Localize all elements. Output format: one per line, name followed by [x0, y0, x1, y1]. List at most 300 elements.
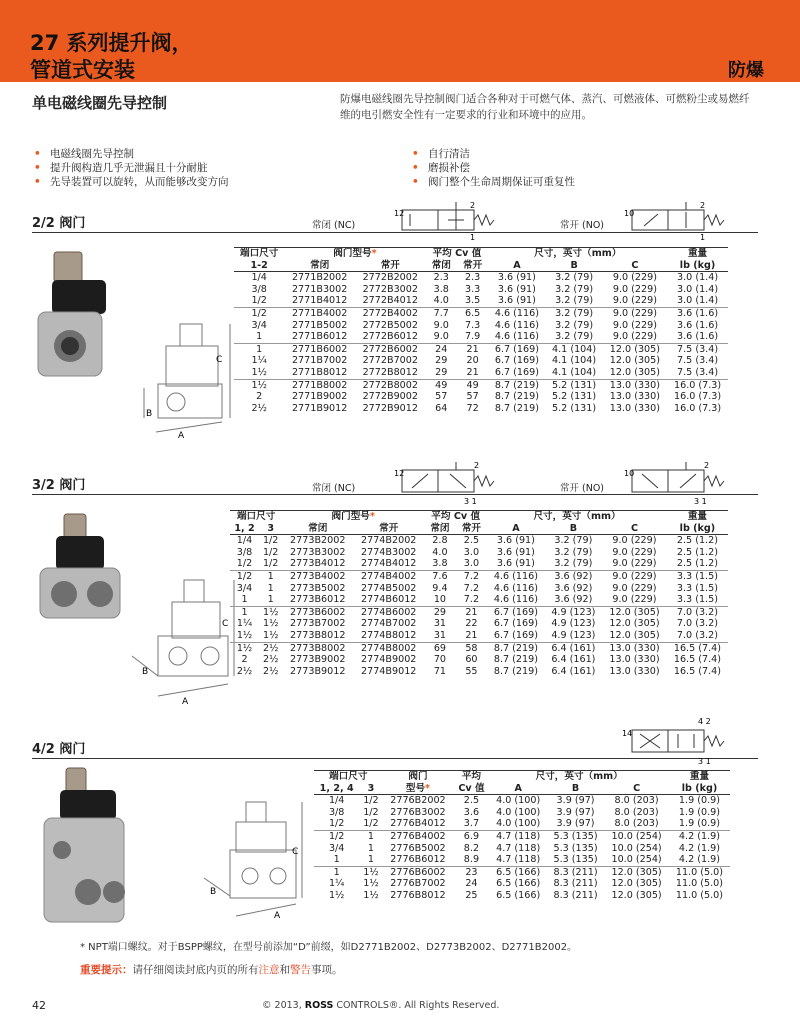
cell-p: 2: [241, 654, 248, 666]
col-port-sub2: 3: [259, 523, 282, 535]
cell-nc: 2773B8002: [282, 642, 353, 654]
port-number-top: 2: [470, 201, 476, 210]
table-row: [234, 295, 728, 307]
page-subtitle: 单电磁线圈先导控制: [32, 94, 168, 112]
cell-nc: 2773B9012: [290, 665, 346, 677]
col-port: 端口尺寸: [314, 771, 383, 783]
cell-cv2: 7.2: [456, 570, 488, 582]
table-row: [230, 547, 728, 559]
cell-b: 3.2 (79): [555, 295, 594, 307]
col-port-sub: 1-2: [234, 260, 284, 272]
cell-cv1: 9.0: [433, 319, 449, 331]
valve-photo-2-2: [30, 250, 110, 380]
table-row: [234, 320, 728, 332]
nc-label: 常闭 (NC): [312, 483, 356, 494]
cell-p3: 1/2: [262, 558, 279, 570]
asterisk: *: [371, 248, 377, 259]
cell-p: 2½: [236, 665, 253, 677]
cell-nc: 2771B8012: [291, 366, 348, 378]
cell-c: 12.0 (305): [609, 629, 660, 641]
cell-b: 3.2 (79): [554, 535, 593, 547]
cell-p: 1: [256, 331, 263, 343]
cell-cv2: 3.3: [465, 283, 481, 295]
cell-b: 5.2 (131): [552, 402, 597, 414]
cell-b: 3.2 (79): [555, 319, 594, 331]
dim-c-label: C: [292, 847, 299, 857]
cell-w: 3.3 (1.5): [676, 594, 718, 606]
list-item: • 电磁线圈先导控制: [32, 147, 229, 161]
cell-nc: 2771B8002: [284, 379, 355, 391]
col-port-sub1: 1, 2: [230, 523, 259, 535]
table-row: [234, 355, 728, 367]
col-no: 常开: [355, 260, 426, 272]
cell-cv2: 7.3: [465, 319, 481, 331]
cell-cv1: 2.3: [433, 272, 449, 284]
cell-cv1: 4.0: [433, 295, 449, 307]
pilot-port-number: 10: [624, 209, 635, 218]
cell-p3: 1/2: [363, 806, 379, 818]
port-number-bottom: 3 1: [698, 757, 711, 766]
cell-a: 6.7 (169): [493, 618, 538, 630]
pilot-port-number: 10: [624, 469, 635, 478]
cell-no: 2772B9012: [362, 402, 418, 414]
cell-c: 9.0 (229): [612, 331, 657, 343]
port-number-bottom: 3 1: [464, 497, 477, 506]
cell-p3: 1: [367, 842, 374, 854]
cell-p: 1/2: [230, 570, 259, 582]
cell-b: 5.2 (131): [546, 379, 603, 391]
pilot-port-number: 14: [622, 729, 633, 738]
cell-p: 1½: [236, 629, 253, 641]
cell-c: 9.0 (229): [612, 283, 657, 295]
cell-p: 1¼: [236, 618, 253, 630]
cell-a: 4.6 (116): [488, 307, 545, 319]
cell-p: 1/4: [328, 795, 345, 807]
spec-table-4-2: [314, 770, 730, 902]
dim-a-label: A: [178, 431, 185, 440]
cell-p: 3/4: [251, 319, 267, 331]
cell-a: 4.0 (100): [496, 806, 541, 818]
cell-a: 8.7 (219): [494, 402, 539, 414]
cell-p: 2: [256, 391, 263, 403]
cell-c: 8.0 (203): [614, 806, 659, 818]
list-item: • 自行清洁: [410, 147, 575, 161]
cell-a: 3.6 (91): [497, 295, 536, 307]
table-row: [230, 570, 728, 582]
col-weight: 重量: [669, 771, 730, 783]
spec-table-3-2: [230, 510, 728, 677]
cell-nc: 2771B4012: [291, 295, 348, 307]
cell-c: 12.0 (305): [611, 878, 662, 890]
cell-p: 1: [333, 854, 340, 866]
cell-a: 4.7 (118): [496, 842, 541, 854]
cell-cv2: 57: [466, 391, 479, 403]
cell-b: 8.3 (211): [547, 866, 604, 878]
valve-symbol-nc-icon: [392, 200, 512, 242]
cell-c: 12.0 (305): [609, 366, 661, 378]
cell-nc: 2773B2002: [290, 535, 346, 547]
cell-w: 3.0 (1.4): [677, 295, 719, 307]
cell-a: 6.5 (166): [489, 866, 546, 878]
table-row: [230, 642, 728, 654]
page-title-line2: 管道式安装: [30, 58, 135, 82]
table-row: [230, 654, 728, 666]
cell-c: 8.0 (203): [614, 795, 659, 807]
cell-cv: 8.2: [463, 842, 480, 854]
table-row: [234, 379, 728, 391]
cell-c: 13.0 (330): [602, 642, 667, 654]
cell-m: 2776B8012: [390, 889, 446, 901]
col-wt-unit: lb (kg): [667, 523, 728, 535]
cell-cv2: 22: [465, 618, 478, 630]
cell-p: 1: [234, 343, 284, 355]
cell-a: 4.6 (116): [487, 570, 544, 582]
cell-w: 2.5 (1.2): [676, 558, 718, 570]
cell-cv: 8.9: [463, 854, 480, 866]
port-number-bottom: 1: [700, 233, 706, 242]
table-row: [230, 583, 728, 595]
cell-cv1: 29: [435, 366, 448, 378]
cell-w: 7.0 (3.2): [676, 629, 718, 641]
valve-symbol-4-2-icon: [620, 716, 740, 766]
col-cv-nc: 常闭: [424, 523, 455, 535]
nc-label: 常闭 (NC): [312, 220, 356, 231]
cell-cv1: 31: [433, 618, 447, 630]
table-row: [234, 307, 728, 319]
cell-w: 1.9 (0.9): [678, 806, 720, 818]
col-a: A: [489, 783, 546, 795]
cell-m: 2776B3002: [390, 806, 446, 818]
cell-b: 6.4 (161): [551, 665, 596, 677]
col-b: B: [545, 523, 602, 535]
section-title-4-2: 4/2 阀门: [32, 742, 86, 757]
cell-c: 13.0 (330): [609, 391, 661, 403]
cell-cv: 3.7: [463, 818, 480, 830]
cell-c: 9.0 (229): [612, 582, 657, 594]
cell-c: 9.0 (229): [602, 570, 667, 582]
cell-no: 2774B3002: [361, 546, 417, 558]
col-wt-unit: lb (kg): [667, 260, 728, 272]
copyright-post: CONTROLS®. All Rights Reserved.: [333, 1000, 500, 1011]
cell-c: 10.0 (254): [604, 830, 669, 842]
cell-c: 13.0 (330): [609, 402, 661, 414]
cell-no: 2774B4002: [353, 570, 424, 582]
cell-a: 3.6 (91): [497, 272, 536, 284]
cell-c: 12.0 (305): [604, 866, 669, 878]
col-model-label: 阀门型号: [333, 248, 372, 259]
cell-nc: 2771B5002: [291, 319, 348, 331]
cell-cv2: 20: [466, 355, 479, 367]
list-item: • 磨损补偿: [410, 161, 575, 175]
cell-c: 9.0 (229): [612, 546, 657, 558]
cell-cv2: 3.5: [465, 295, 481, 307]
cell-no: 2774B6012: [361, 594, 417, 606]
cell-a: 6.7 (169): [487, 606, 544, 618]
cell-cv: 24: [465, 878, 478, 890]
cell-nc: 2771B6012: [291, 331, 348, 343]
cell-p: 1½: [230, 642, 259, 654]
cell-c: 9.0 (229): [612, 535, 657, 547]
pilot-port-number: 12: [394, 209, 405, 218]
cell-p: 1¼: [251, 355, 267, 367]
cell-b: 3.2 (79): [555, 272, 594, 284]
col-weight: 重量: [667, 511, 728, 523]
cell-b: 3.6 (92): [545, 570, 602, 582]
cell-w: 4.2 (1.9): [678, 854, 720, 866]
copyright-pre: © 2013,: [262, 1000, 305, 1011]
cell-m: 2776B2002: [390, 795, 446, 807]
cell-p: 1½: [251, 366, 267, 378]
cell-cv2: 2.5: [463, 535, 480, 547]
cell-a: 4.6 (116): [494, 331, 539, 343]
col-c: C: [603, 260, 667, 272]
cell-w: 16.0 (7.3): [667, 379, 728, 391]
cell-b: 5.3 (135): [547, 830, 604, 842]
cell-cv1: 57: [435, 391, 448, 403]
cell-w: 3.6 (1.6): [667, 307, 728, 319]
cell-no: 2774B5002: [361, 582, 417, 594]
dim-a-label: A: [274, 911, 281, 921]
section-title-2-2: 2/2 阀门: [32, 216, 86, 231]
col-b: B: [547, 783, 604, 795]
cell-cv2: 6.5: [457, 307, 488, 319]
cell-a: 8.7 (219): [488, 379, 545, 391]
cell-p: 1/2: [234, 307, 284, 319]
cell-cv1: 9.0: [433, 331, 449, 343]
cell-no: 2772B8002: [355, 379, 426, 391]
table-row: [314, 807, 730, 819]
cell-a: 8.7 (219): [494, 391, 539, 403]
cell-nc: 2773B6002: [282, 606, 353, 618]
cell-nc: 2771B4002: [284, 307, 355, 319]
cell-w: 3.0 (1.4): [677, 272, 719, 284]
cell-p: 3/4: [328, 842, 345, 854]
col-nc: 常闭: [284, 260, 355, 272]
cell-c: 10.0 (254): [611, 854, 662, 866]
feature-list-left: [32, 147, 229, 189]
cell-p3: 1½: [359, 866, 382, 878]
cell-a: 6.7 (169): [494, 355, 539, 367]
table-row: [234, 367, 728, 379]
cell-nc: 2771B9002: [291, 391, 348, 403]
col-model: [284, 248, 425, 260]
cell-w: 4.2 (1.9): [678, 842, 720, 854]
port-number-top: 2: [704, 461, 710, 470]
table-row: [230, 630, 728, 642]
col-no: 常开: [353, 523, 424, 535]
cell-nc: 2771B6002: [284, 343, 355, 355]
dim-c-label: C: [216, 355, 223, 365]
cell-p: 1/2: [236, 558, 253, 570]
port-number-top: 4 2: [698, 717, 711, 726]
cell-p3: 1/2: [262, 535, 279, 547]
notice-text: 请仔细阅读封底内页的所有: [132, 964, 259, 976]
cell-a: 3.6 (91): [496, 546, 535, 558]
header-banner: [0, 0, 800, 82]
cell-p: 1: [314, 866, 359, 878]
cell-b: 5.3 (135): [553, 842, 598, 854]
cell-p3: 2½: [259, 642, 282, 654]
table-row: [234, 391, 728, 403]
cell-p3: 1: [259, 570, 282, 582]
col-b: B: [546, 260, 603, 272]
cell-b: 4.9 (123): [551, 629, 596, 641]
cell-m: 2776B7002: [390, 878, 446, 890]
page-number: 42: [32, 999, 46, 1012]
brand-name: ROSS: [304, 1000, 334, 1011]
table-row: [234, 403, 728, 415]
dimension-drawing-2-2: [136, 318, 236, 440]
cell-p: 3/8: [236, 546, 253, 558]
cell-nc: 2773B7002: [290, 618, 346, 630]
col-cv-nc: 常闭: [426, 260, 457, 272]
col-model-label: 型号: [405, 782, 426, 794]
cell-p: 1/4: [236, 535, 253, 547]
asterisk: *: [369, 511, 375, 522]
col-cv: 平均 Cv 值: [426, 248, 489, 260]
col-model: 阀门: [383, 771, 454, 783]
cell-cv2: 60: [465, 654, 478, 666]
cell-b: 3.2 (79): [554, 546, 593, 558]
cell-w: 7.0 (3.2): [667, 606, 728, 618]
copyright: [262, 1000, 499, 1011]
cell-cv2: 7.2: [463, 594, 480, 606]
cell-no: 2772B2002: [362, 272, 418, 284]
cell-p3: 1½: [363, 878, 379, 890]
cell-cv2: 21: [466, 366, 479, 378]
cell-b: 4.9 (123): [545, 606, 602, 618]
valve-photo-4-2: [36, 764, 140, 926]
dim-c-label: C: [222, 619, 229, 629]
port-number-top: 2: [700, 201, 706, 210]
port-number-top: 2: [474, 461, 480, 470]
dim-b-label: B: [146, 409, 153, 419]
cell-b: 4.1 (104): [546, 343, 603, 355]
cell-b: 3.6 (92): [554, 582, 593, 594]
cell-b: 5.2 (131): [552, 391, 597, 403]
cell-no: 2774B6002: [353, 606, 424, 618]
col-port: 端口尺寸: [234, 248, 284, 260]
cell-cv1: 3.8: [432, 558, 448, 570]
cell-a: 8.7 (219): [493, 665, 538, 677]
cell-p: 1/2: [251, 295, 267, 307]
valve-symbol-nc-icon: [392, 460, 512, 506]
cell-nc: 2773B8012: [290, 629, 346, 641]
cell-c: 9.0 (229): [612, 558, 657, 570]
dim-b-label: B: [142, 667, 149, 677]
cell-nc: 2771B3002: [291, 283, 348, 295]
cell-cv1: 49: [426, 379, 457, 391]
cell-cv1: 7.7: [426, 307, 457, 319]
table-row: [314, 795, 730, 807]
cell-c: 9.0 (229): [612, 272, 657, 284]
dimension-drawing-3-2: [128, 576, 240, 708]
cell-cv: 6.9: [453, 830, 489, 842]
asterisk: *: [425, 782, 431, 794]
cell-a: 6.7 (169): [493, 629, 538, 641]
table-row: [234, 331, 728, 343]
cell-b: 6.4 (161): [551, 654, 596, 666]
cell-cv2: 21: [465, 629, 478, 641]
cell-cv2: 58: [456, 642, 488, 654]
cell-c: 9.0 (229): [603, 307, 667, 319]
cell-no: 2774B2002: [361, 535, 417, 547]
cell-p: 1/2: [314, 830, 359, 842]
cell-a: 4.6 (116): [493, 594, 538, 606]
cell-m: 2776B5002: [390, 842, 446, 854]
cell-m: 2776B6002: [383, 866, 454, 878]
table-row: [314, 878, 730, 890]
cell-no: 2772B8012: [362, 366, 418, 378]
valve-photo-3-2: [34, 512, 126, 622]
cell-b: 3.6 (92): [554, 594, 593, 606]
cell-p: 1½: [328, 889, 345, 901]
cell-cv2: 2.3: [465, 272, 481, 284]
list-item: • 阀门整个生命周期保证可重复性: [410, 175, 575, 189]
cell-a: 4.0 (100): [496, 818, 541, 830]
cell-no: 2772B4012: [362, 295, 418, 307]
list-item: • 先导装置可以旋转，从而能够改变方向: [32, 175, 229, 189]
col-model-sub: [383, 783, 454, 795]
cell-no: 2772B5002: [362, 319, 418, 331]
cell-p3: 1: [267, 582, 274, 594]
dim-a-label: A: [182, 697, 189, 707]
cell-cv1: 69: [424, 642, 455, 654]
cell-c: 12.0 (305): [603, 343, 667, 355]
cell-cv1: 2.8: [432, 535, 448, 547]
cell-w: 3.6 (1.6): [677, 319, 719, 331]
section-title-3-2: 3/2 阀门: [32, 478, 86, 493]
cell-nc: 2773B5002: [290, 582, 346, 594]
table-row: [314, 818, 730, 830]
cell-c: 10.0 (254): [611, 842, 662, 854]
dim-b-label: B: [210, 887, 217, 897]
table-row: [234, 284, 728, 296]
cell-b: 8.3 (211): [553, 878, 598, 890]
cell-cv1: 10: [433, 594, 447, 606]
cell-cv2: 7.9: [465, 331, 481, 343]
spec-table-2-2: [234, 247, 728, 414]
table-row: [314, 866, 730, 878]
cell-p: 1¼: [328, 878, 345, 890]
cell-nc: 2771B9012: [291, 402, 348, 414]
cell-cv: 25: [465, 889, 478, 901]
cell-no: 2774B9012: [361, 665, 417, 677]
cell-p: 1: [230, 606, 259, 618]
cell-b: 6.4 (161): [545, 642, 602, 654]
cell-w: 3.0 (1.4): [677, 283, 719, 295]
table-row: [230, 535, 728, 547]
cell-no: 2774B9002: [361, 654, 417, 666]
pilot-port-number: 12: [394, 469, 405, 478]
cell-m: 2776B4002: [383, 830, 454, 842]
cell-w: 11.0 (5.0): [675, 889, 724, 901]
cell-nc: 2771B2002: [291, 272, 348, 284]
cell-nc: 2773B4002: [282, 570, 353, 582]
cell-w: 3.3 (1.5): [676, 582, 718, 594]
cell-a: 4.0 (100): [496, 795, 541, 807]
cell-w: 3.6 (1.6): [677, 331, 719, 343]
important-notice: [80, 962, 343, 977]
col-c: C: [604, 783, 669, 795]
cell-w: 2.5 (1.2): [676, 535, 718, 547]
port-number-bottom: 3 1: [694, 497, 707, 506]
cell-w: 7.5 (3.4): [667, 343, 728, 355]
col-model-label: 阀门型号: [331, 511, 370, 522]
cell-b: 3.9 (97): [556, 795, 595, 807]
port-number-bottom: 1: [470, 233, 476, 242]
cell-b: 3.9 (97): [556, 806, 595, 818]
